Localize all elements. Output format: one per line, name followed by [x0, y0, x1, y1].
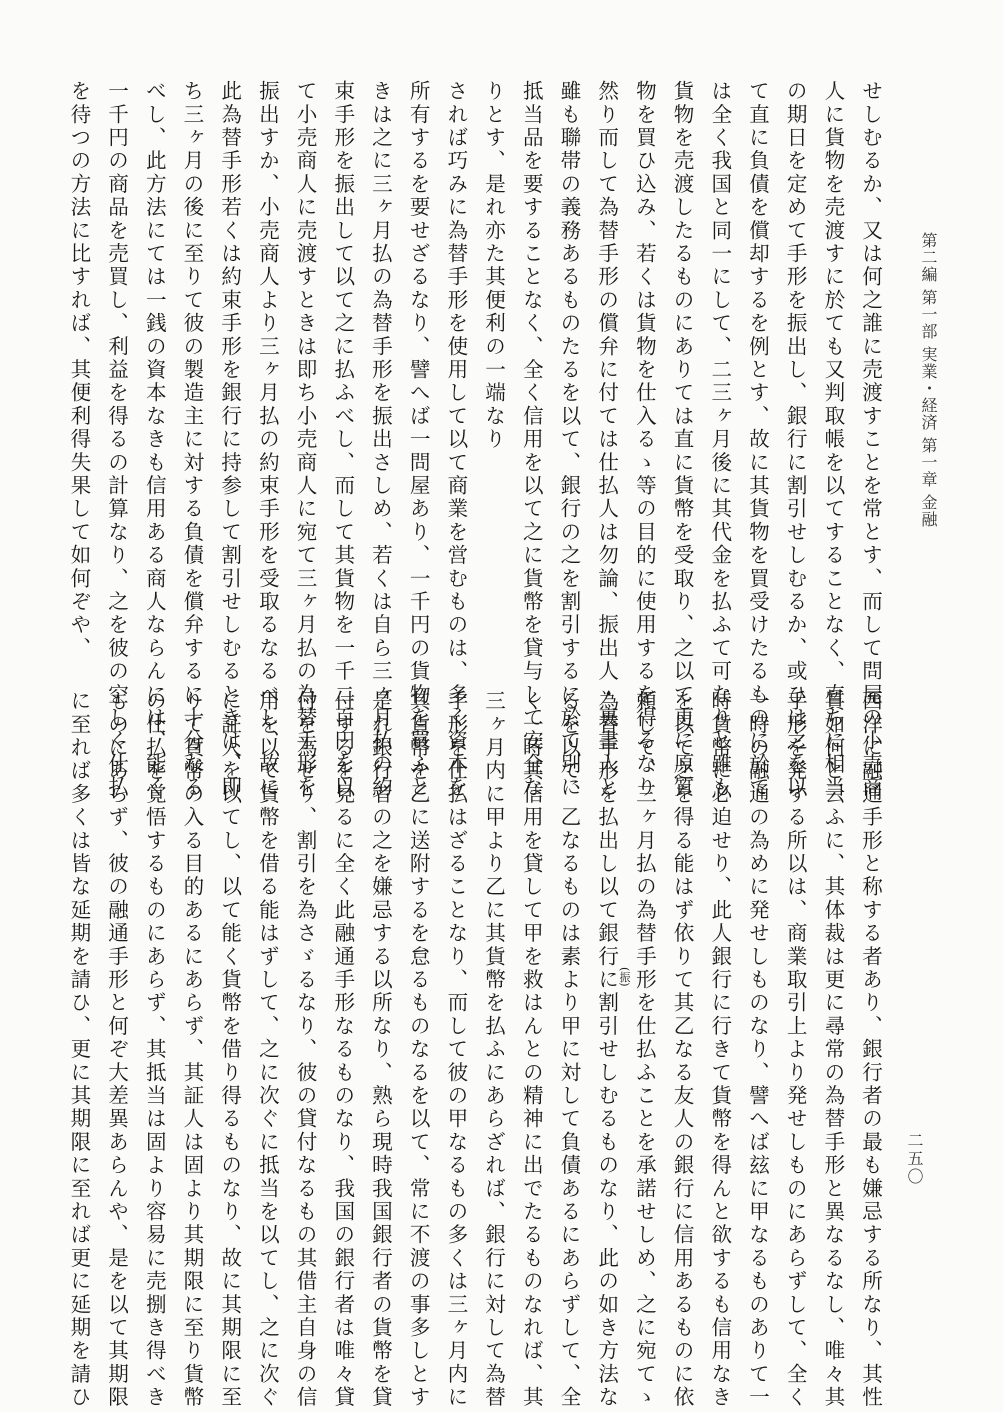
header-chapter-title: 金融 — [919, 494, 938, 529]
text-line: に至れば多くは皆な延期を請ひ、更に其期限に至れば更に延期を請ひ — [66, 690, 91, 1410]
text-line: るを以て、乙なるものは素より甲に対して負債あるにあらずして、全 — [556, 690, 581, 1410]
text-line: ものにあらず、彼の融通手形と何ぞ大差異あらんや、是を以て其期限 — [104, 690, 129, 1410]
text-line: 三ヶ月内に甲より乙に其貨幣を払ふにあらざれば、銀行に対して為替 — [481, 690, 506, 1410]
text-line: に証人を以てし、以て能く貨幣を借り得るものなり、故に其期限に至 — [217, 690, 242, 1410]
text-line: て直に負債を償却するを例とす、故に其貨物を買受けたるものに於て — [745, 80, 770, 800]
header-part: 第二編 — [919, 232, 938, 283]
text-line: の仕払を覚悟するものにあらず、其抵当は固より容易に売捌き得べき — [142, 690, 167, 1410]
text-line: を待つの方法に比すれば、其便利得失果して如何ぞや、 — [66, 80, 91, 660]
text-line: 所有するを要せざるなり、譬へば一問屋あり、一千円の貨物を買ふと — [406, 80, 431, 800]
text-line: く一時其信用を貸して甲を救はんとの精神に出でたるものなれば、其 — [519, 690, 544, 1410]
text-line: は全く我国と同一にして、二三ヶ月後に其代金を払ふて可なりと雖も — [707, 80, 732, 800]
text-line: りとす、是れ亦た其便利の一端なり — [481, 80, 506, 452]
text-line: されば巧みに為替手形を使用して以て商業を営むものは、多く資本を — [443, 80, 468, 800]
text-line: 人に貨物を売渡すに於ても又判取帳を以てすることなく、直ちに相当 — [820, 80, 845, 800]
text-line: 用を以て貨幣を借る能はずして、之に次ぐに抵当を以てし、之に次ぐ — [255, 690, 280, 1410]
header-section: 第一部 — [919, 289, 938, 341]
text-line: 貨物を売渡したるものにありては直に貨幣を受取り、之以て更に原質 — [670, 80, 695, 800]
text-line: 束手形を振出して以て之に払ふべし、而して其貨物を一千二百円を以 — [330, 80, 355, 800]
text-line: 振出すか、小売商人より三ヶ月払の約束手形を受取るなるべし、故に — [255, 80, 280, 800]
text-line: 其貨幣を乙に送附するを怠るものなるを以て、常に不渡の事多しとす — [406, 690, 431, 1410]
text-line: 一時の融通の為めに発せしものなり、譬へば玆に甲なるものありて一 — [745, 690, 770, 1410]
text-line: 手形を仕払はざることなり、而して彼の甲なるもの多くは三ヶ月内に — [443, 690, 468, 1410]
header-chapter: 第一章 — [919, 437, 938, 489]
text-line: 此為替手形若くは約束手形を銀行に持参して割引せしむるときは、即 — [217, 80, 242, 800]
text-line: 為替手形を払出し以て銀行に割引せしむるものなり、此の如き方法な — [594, 690, 619, 1410]
page-number: 二五〇 — [905, 1132, 924, 1186]
text-line: 時貨幣に必迫せり、此人銀行に行きて貨幣を得んと欲するも信用なき — [707, 690, 732, 1410]
text-line: りて貨幣の入る目的あるにあらず、其証人は固より其期限に至り貨幣 — [179, 690, 204, 1410]
text-line: 頼して、三ヶ月払の為替手形を仕払ふことを承諾せしめ、之に宛てゝ — [632, 690, 657, 1410]
text-line: せしむるか、又は何之誰に売渡すことを常とす、而して問屋の小売商 — [858, 80, 883, 800]
text-line: の期日を定めて手形を振出し、銀行に割引せしむるか、或ひは之を以 — [783, 80, 808, 800]
text-line: 一千円の商品を売買し、利益を得るの計算なり、之を彼の空しく仕払 — [104, 80, 129, 800]
text-line: べし、此方法にては一銭の資本なきも信用ある商人ならんには、能く — [142, 80, 167, 800]
text-line: て小売商人に売渡すときは即ち小売商人に宛て三ヶ月払の為替手形を — [293, 80, 318, 800]
text-line: 付するを見るに全く此融通手形なるものなり、我国の銀行者は唯々貸 — [330, 690, 355, 1410]
text-line: ち三ヶ月の後に至りて彼の製造主に対する負債を償弁するに十分なる — [179, 80, 204, 800]
text-line: 西洋に融通手形と称する者あり、銀行者の最も嫌忌する所なり、其性 — [858, 690, 883, 1410]
text-line: 是れ銀行者の之を嫌忌する以所なり、熟ら現時我国銀行者の貨幣を貸 — [368, 690, 393, 1410]
running-header — [902, 232, 936, 528]
text-line: 然り而して為替手形の償弁に付ては仕払人は勿論、振出人・裏書人と — [594, 80, 619, 800]
text-line: 質如何と云ふに、其体裁は更に尋常の為替手形と異なるなし、唯々其 — [820, 690, 845, 1410]
text-line: 抵当品を要することなく、全く信用を以て之に貨幣を貸与して安全な — [519, 80, 544, 800]
text-line: 雖も聯帯の義務あるものたるを以て、銀行の之を割引するに於て別に — [556, 80, 581, 800]
text-line: きは之に三ヶ月払の為替手形を振出さしめ、若くは自ら三ヶ月払の約 — [368, 80, 393, 800]
text-line: 物を買ひ込み、若くは貨物を仕入るゝ等の目的に使用するを得るなり — [632, 80, 657, 800]
text-line: 手形を発する所以は、商業取引上より発せしものにあらずして、全く — [783, 690, 808, 1410]
text-line: 付を為せり、割引を為さゞるなり、彼の貸付なるもの其借主自身の信 — [293, 690, 318, 1410]
header-subject: 実業・経済 — [919, 346, 938, 432]
text-line: を以て之を得る能はず依りて其乙なる友人の銀行に信用あるものに依 — [670, 690, 695, 1410]
marginal-annotation: (振) — [618, 967, 631, 987]
